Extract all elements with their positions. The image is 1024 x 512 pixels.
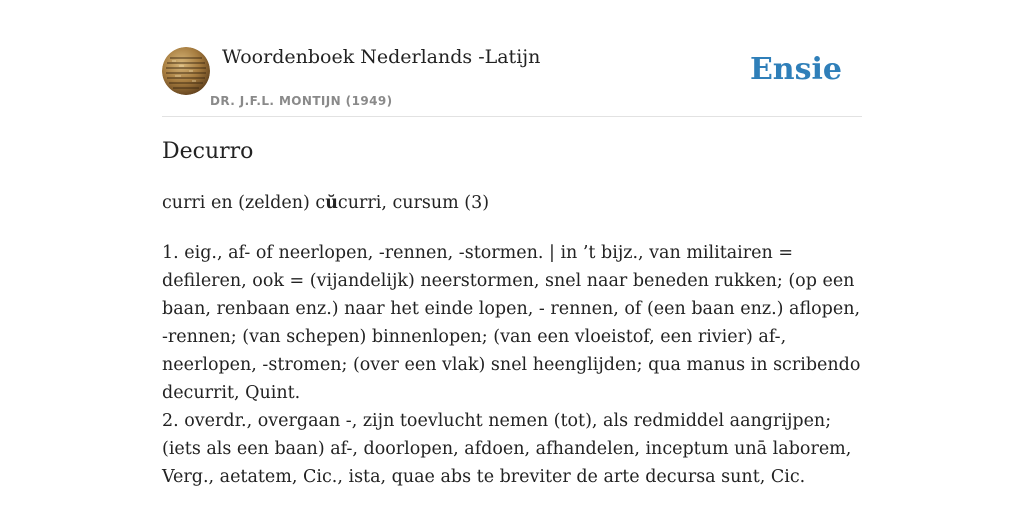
entry-page xyxy=(162,0,862,487)
entry-title: Decurro xyxy=(162,139,254,164)
entry-forms xyxy=(162,193,489,213)
manuscript-medallion-icon xyxy=(162,47,210,95)
book-title[interactable]: Woordenboek Nederlands -Latijn xyxy=(222,46,541,68)
header xyxy=(162,0,862,117)
book-author[interactable]: DR. J.F.L. MONTIJN (1949) xyxy=(210,94,393,108)
forms-bold: ŭ xyxy=(325,193,338,213)
book-cover-avatar[interactable] xyxy=(162,47,210,95)
entry-definition xyxy=(162,239,862,491)
definition-sense-1: 1. eig., af- of neerlopen, -rennen, -stormen. | in ’t bijz., van militairen = defileren, ook = (vijandelijk) neerstormen, snel naar beneden rukken; (op een baan, renbaan enz.) naar het einde lopen, - rennen, of (een baan enz.) aflopen, -rennen; (van schepen) binnenlopen; (van een vloeistof, een rivier) af-, neerlopen, -stromen; (over een vlak) snel heenglijden; qua manus in scribendo decurrit, Quint. xyxy=(162,243,861,403)
ensie-logo[interactable]: Ensie xyxy=(749,52,842,87)
forms-after: curri, cursum (3) xyxy=(337,193,490,213)
forms-before: curri en (zelden) c xyxy=(162,193,326,213)
definition-sense-2: 2. overdr., overgaan -, zijn toevlucht nemen (tot), als redmiddel aangrijpen; (iets als een baan) af-, doorlopen, afdoen, afhandelen, inceptum unā laborem, Verg., aetatem, Cic., ista, quae abs te breviter de arte decursa sunt, Cic. xyxy=(162,411,852,487)
